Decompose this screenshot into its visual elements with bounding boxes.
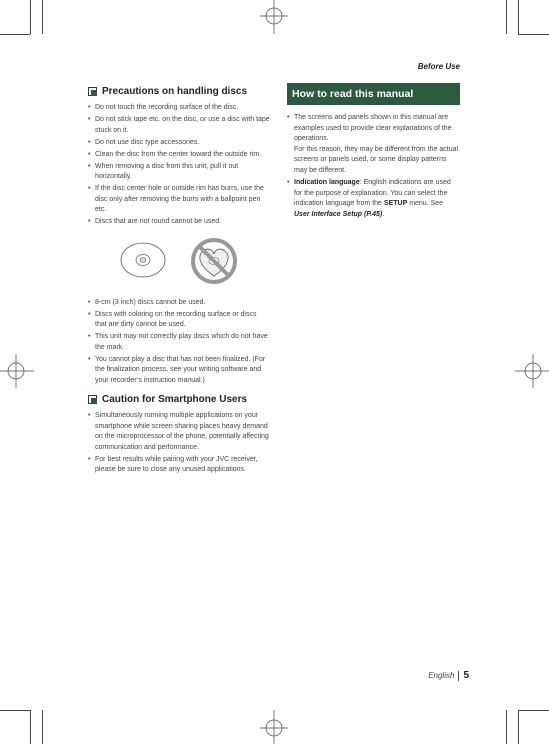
round-disc-icon bbox=[119, 236, 167, 284]
footer-language: English bbox=[428, 671, 455, 680]
list-item bbox=[287, 113, 460, 176]
sentence-end: . bbox=[382, 210, 385, 218]
crop-mark bbox=[30, 0, 31, 34]
list-item: • 8-cm (3 inch) discs cannot be used. bbox=[88, 298, 270, 309]
menu-text: menu. See bbox=[407, 200, 444, 207]
registration-mark-icon bbox=[254, 0, 294, 36]
crop-mark bbox=[42, 0, 43, 34]
precautions-list bbox=[88, 103, 270, 228]
section-square-icon bbox=[88, 87, 97, 96]
precautions-heading bbox=[88, 86, 270, 97]
how-to-read-heading: How to read this manual bbox=[287, 83, 460, 105]
list-item: • For best results while pairing with your JVC receiver, please be sure to close any unused applications. bbox=[88, 455, 270, 476]
crop-mark bbox=[518, 0, 519, 34]
heart-disc-prohibited-icon bbox=[189, 236, 239, 286]
precautions-title: Precautions on handling discs bbox=[102, 86, 248, 97]
list-item: • Do not touch the recording surface of the disc. bbox=[88, 103, 270, 114]
crop-mark bbox=[30, 710, 31, 744]
list-item: • Clean the disc from the center toward the outside rim. bbox=[88, 150, 270, 161]
crop-mark bbox=[0, 710, 30, 711]
list-item: • When removing a disc from this unit, pull it out horizontally. bbox=[88, 162, 270, 183]
crop-mark bbox=[518, 710, 519, 744]
screens-note: The screens and panels shown in this manual are examples used to provide clear explanations of the operations. bbox=[294, 114, 452, 142]
page-footer bbox=[428, 670, 469, 681]
indication-language-text: : English indications are used for the purpose of explanation. You can select the indication language from the bbox=[294, 179, 451, 207]
user-interface-setup-link[interactable]: User Interface Setup (P.45) bbox=[294, 210, 383, 218]
footer-divider bbox=[458, 671, 459, 681]
how-to-read-body bbox=[287, 113, 460, 220]
screens-note-continued: For this reason, they may be different from the actual screens or panels used, or some display patterns may be different. bbox=[294, 145, 459, 174]
left-column bbox=[88, 86, 270, 477]
crop-mark bbox=[506, 710, 507, 744]
page-number: 5 bbox=[463, 670, 469, 681]
list-item: • This unit may not correctly play discs which do not have the mark. bbox=[88, 332, 270, 353]
right-column bbox=[287, 83, 460, 220]
list-item: • Do not use disc type accessories. bbox=[88, 138, 270, 149]
crop-mark bbox=[506, 0, 507, 34]
precautions-list-continued bbox=[88, 298, 270, 387]
smartphone-list bbox=[88, 411, 270, 476]
list-item: • Simultaneously running multiple applications on your smartphone while screen sharing places heavy demand on the microprocessor of the phone, potentially affecting communication and performance. bbox=[88, 411, 270, 453]
list-item: • Discs that are not round cannot be used. bbox=[88, 217, 270, 228]
indication-language-label: Indication language bbox=[294, 179, 360, 186]
list-item: • You cannot play a disc that has not been finalized. (For the finalization process, see your writing software and your recorder’s instruction manual.) bbox=[88, 355, 270, 387]
list-item: • Do not stick tape etc. on the disc, or use a disc with tape stuck on it. bbox=[88, 115, 270, 136]
list-item: • Discs with coloring on the recording surface or discs that are dirty cannot be used. bbox=[88, 310, 270, 331]
section-square-icon bbox=[88, 395, 97, 404]
section-header: Before Use bbox=[417, 62, 460, 71]
smartphone-title: Caution for Smartphone Users bbox=[102, 394, 248, 405]
list-item bbox=[287, 178, 460, 220]
smartphone-heading bbox=[88, 394, 270, 405]
crop-mark bbox=[518, 34, 549, 35]
setup-key: SETUP bbox=[383, 200, 408, 207]
crop-mark bbox=[518, 710, 549, 711]
crop-mark bbox=[0, 34, 30, 35]
registration-mark-icon bbox=[0, 346, 36, 396]
list-item: • If the disc center hole or outside rim has burrs, use the disc only after removing the burrs with a ballpoint pen etc. bbox=[88, 184, 270, 216]
crop-mark bbox=[42, 710, 43, 744]
disc-illustrations bbox=[88, 236, 270, 286]
registration-mark-icon bbox=[513, 346, 549, 396]
registration-mark-icon bbox=[254, 710, 294, 744]
